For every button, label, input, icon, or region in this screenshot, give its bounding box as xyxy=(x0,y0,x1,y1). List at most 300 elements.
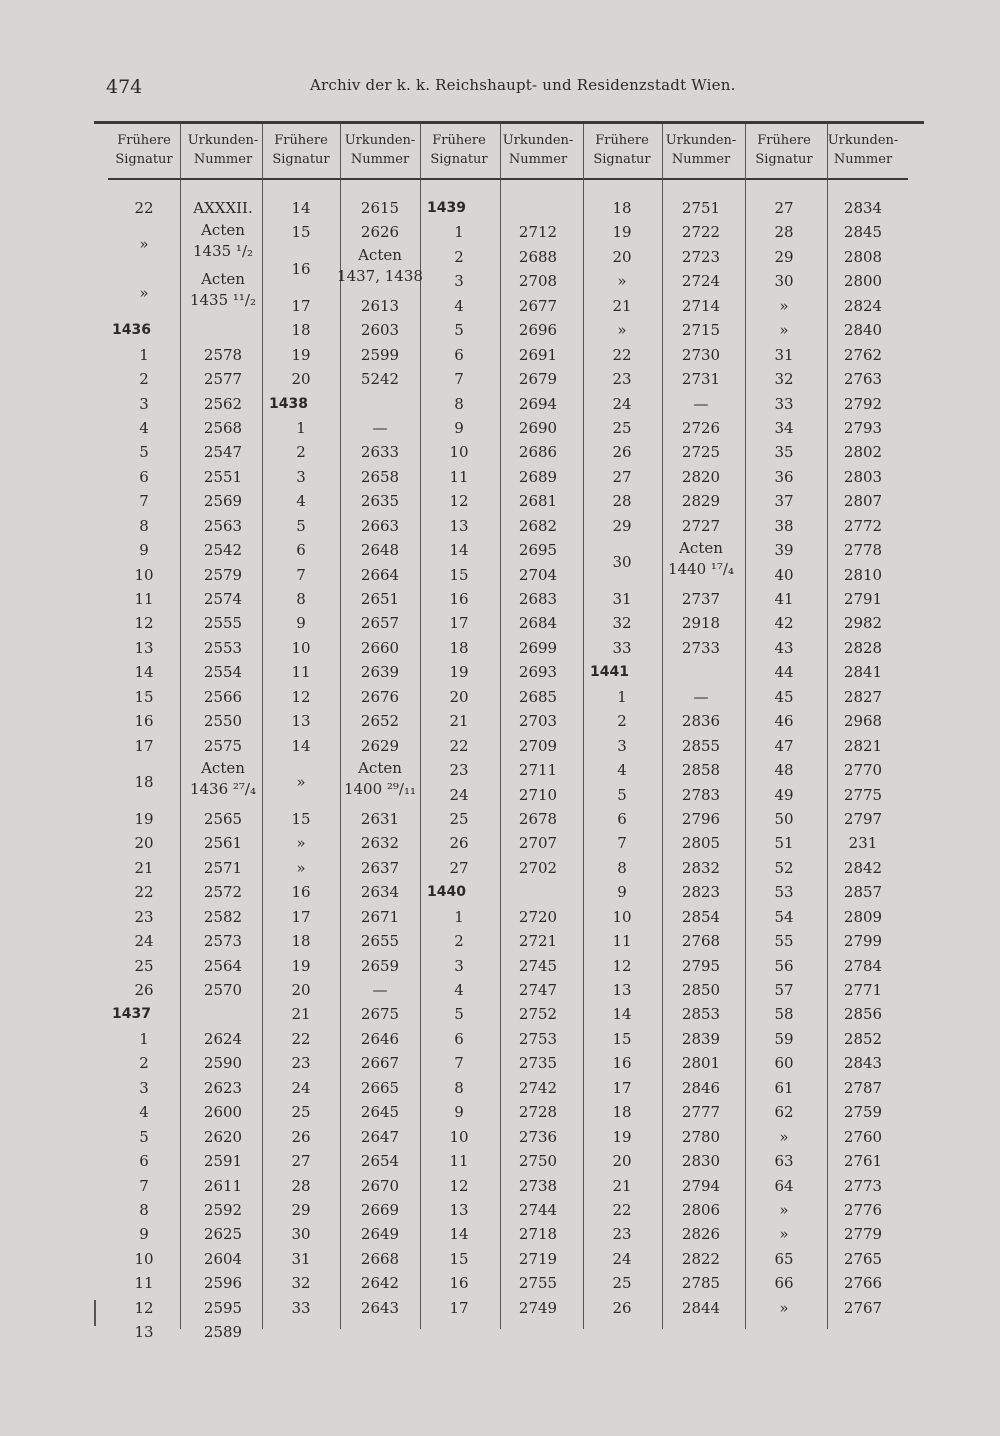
table-row xyxy=(108,1100,266,1124)
urkunden-nummer-cell: 2600 xyxy=(203,1103,243,1122)
urkunden-nummer-cell: 2846 xyxy=(681,1078,721,1097)
urkunden-nummer-cell: 2659 xyxy=(360,956,400,975)
table-row xyxy=(108,929,266,953)
signatur-cell: 16 xyxy=(449,590,469,608)
signatur-cell: 8 xyxy=(139,1200,149,1219)
urkunden-nummer-cell: 2731 xyxy=(681,370,721,389)
urkunden-nummer-cell: 2575 xyxy=(203,736,243,755)
urkunden-nummer-cell: 2821 xyxy=(843,736,883,755)
table-row xyxy=(586,807,744,831)
table-row xyxy=(423,929,581,953)
table-row xyxy=(423,685,581,709)
signatur-cell: » xyxy=(779,1200,789,1219)
signatur-cell: 23 xyxy=(612,370,632,389)
table-row xyxy=(265,343,423,367)
urkunden-nummer-cell: 2679 xyxy=(518,370,558,389)
urkunden-nummer-cell: 2693 xyxy=(518,663,558,682)
table-row xyxy=(265,978,423,1002)
table-row xyxy=(423,954,581,978)
table-row xyxy=(423,563,581,587)
table-row xyxy=(748,978,906,1002)
table-row xyxy=(586,660,744,684)
urkunden-nummer-cell: 2562 xyxy=(203,394,243,413)
table-row xyxy=(748,1174,906,1198)
urkunden-nummer-cell: 2604 xyxy=(203,1249,243,1268)
urkunden-nummer-cell: 2620 xyxy=(203,1127,243,1146)
signatur-cell: 27 xyxy=(449,858,469,877)
table-row xyxy=(265,905,423,929)
signatur-cell: 18 xyxy=(134,773,154,792)
table-row xyxy=(423,587,581,611)
table-row xyxy=(748,196,906,220)
signatur-cell: 5 xyxy=(139,1127,149,1146)
urkunden-nummer-cell: 2858 xyxy=(681,761,721,780)
urkunden-nummer-cell: AXXXII. xyxy=(193,199,253,217)
signatur-cell: » xyxy=(296,858,306,877)
table-row xyxy=(265,392,423,416)
signatur-cell: 54 xyxy=(774,907,794,926)
signatur-cell: 15 xyxy=(291,223,311,242)
signatur-cell: 21 xyxy=(291,1005,311,1024)
table-row xyxy=(423,220,581,244)
urkunden-nummer-cell: 2643 xyxy=(360,1298,400,1317)
signatur-cell: 33 xyxy=(774,394,794,413)
table-row xyxy=(423,660,581,684)
page-number: 474 xyxy=(106,76,143,98)
table-row xyxy=(586,269,744,293)
header-line: Urkunden- xyxy=(187,133,259,148)
table-row xyxy=(265,734,423,758)
table-row xyxy=(265,660,423,684)
table-row xyxy=(586,1198,744,1222)
urkunden-nummer-cell: 2852 xyxy=(843,1029,883,1048)
table-row xyxy=(586,758,744,782)
urkunden-nummer-cell: 2780 xyxy=(681,1127,721,1146)
urkunden-nummer-cell: 2767 xyxy=(843,1298,883,1317)
urkunden-nummer-cell: 2777 xyxy=(681,1103,721,1122)
table-row xyxy=(423,294,581,318)
table-row xyxy=(586,978,744,1002)
table-row xyxy=(586,636,744,660)
table-row xyxy=(423,1222,581,1246)
signatur-cell: 14 xyxy=(291,199,311,217)
urkunden-nummer-cell: 2853 xyxy=(681,1005,721,1024)
signatur-cell: 7 xyxy=(617,834,627,853)
urkunden-nummer-cell: 2660 xyxy=(360,638,400,657)
table-row xyxy=(586,929,744,953)
table-row xyxy=(265,1198,423,1222)
table-row xyxy=(748,636,906,660)
urkunden-nummer-cell: 2684 xyxy=(518,614,558,633)
urkunden-nummer-cell: 2667 xyxy=(360,1054,400,1073)
table-row xyxy=(265,587,423,611)
urkunden-nummer-cell: 2776 xyxy=(843,1200,883,1219)
table-row xyxy=(423,978,581,1002)
urkunden-nummer-cell: 2625 xyxy=(203,1225,243,1244)
urkunden-nummer-cell: 2749 xyxy=(518,1298,558,1317)
table-row xyxy=(586,587,744,611)
cell-line: 1435 ¹/₂ xyxy=(192,242,254,261)
table-row xyxy=(265,245,423,294)
table-row xyxy=(108,489,266,513)
table-row xyxy=(108,880,266,904)
signatur-cell: 10 xyxy=(134,1249,154,1268)
urkunden-nummer-cell: 2850 xyxy=(681,981,721,1000)
urkunden-nummer-cell: 2725 xyxy=(681,443,721,462)
signatur-cell: 1 xyxy=(617,687,627,706)
urkunden-nummer-cell: 2779 xyxy=(843,1225,883,1244)
table-row xyxy=(108,954,266,978)
table-row xyxy=(586,1247,744,1271)
signatur-cell: 3 xyxy=(454,956,464,975)
urkunden-nummer-cell: 2714 xyxy=(681,296,721,315)
signatur-cell: 16 xyxy=(449,1274,469,1293)
table-row xyxy=(748,563,906,587)
table-row xyxy=(586,709,744,733)
signatur-cell: 23 xyxy=(134,907,154,926)
urkunden-nummer-cell: 2796 xyxy=(681,809,721,828)
urkunden-nummer-cell: 2566 xyxy=(203,687,243,706)
urkunden-nummer-cell: 2800 xyxy=(843,272,883,291)
signatur-cell: 13 xyxy=(449,1200,469,1219)
table-column-group xyxy=(108,126,266,1342)
table-row xyxy=(265,880,423,904)
urkunden-nummer-cell: 2599 xyxy=(360,345,400,364)
table-row xyxy=(108,685,266,709)
table-row xyxy=(265,709,423,733)
urkunden-nummer-cell: 2709 xyxy=(518,736,558,755)
signatur-cell: 12 xyxy=(134,614,154,633)
table-row xyxy=(423,783,581,807)
signatur-cell: 55 xyxy=(774,932,794,951)
table-row xyxy=(748,1271,906,1295)
table-row xyxy=(423,880,581,904)
table-row xyxy=(586,1125,744,1149)
signatur-cell: 38 xyxy=(774,516,794,535)
table-row xyxy=(265,1002,423,1026)
table-row xyxy=(108,831,266,855)
urkunden-nummer-cell: 2550 xyxy=(203,712,243,731)
signatur-cell: 1 xyxy=(454,907,464,926)
urkunden-nummer-cell: 2611 xyxy=(203,1176,243,1195)
table-row xyxy=(748,538,906,562)
signatur-cell: 65 xyxy=(774,1249,794,1268)
signatur-cell: » xyxy=(139,235,149,254)
urkunden-nummer-cell: 2704 xyxy=(518,565,558,584)
signatur-cell: 14 xyxy=(612,1005,632,1024)
signatur-cell: 5 xyxy=(454,321,464,340)
urkunden-nummer-cell: 2683 xyxy=(518,590,558,608)
table-row xyxy=(108,709,266,733)
urkunden-nummer-cell: 2633 xyxy=(360,443,400,462)
table-row xyxy=(586,1076,744,1100)
signatur-cell: 9 xyxy=(454,1103,464,1122)
urkunden-nummer-cell: 2675 xyxy=(360,1005,400,1024)
table-row xyxy=(423,1149,581,1173)
urkunden-nummer-cell: 2738 xyxy=(518,1176,558,1195)
table-row xyxy=(108,1002,266,1026)
urkunden-nummer-cell: 2689 xyxy=(518,467,558,486)
table-row xyxy=(108,1125,266,1149)
table-row xyxy=(108,440,266,464)
table-row xyxy=(586,1222,744,1246)
table-row xyxy=(586,880,744,904)
urkunden-nummer-cell: 2843 xyxy=(843,1054,883,1073)
year-heading: 1440 xyxy=(427,884,466,901)
table-row xyxy=(586,514,744,538)
signatur-cell: 19 xyxy=(134,809,154,828)
signatur-cell: 4 xyxy=(454,296,464,315)
urkunden-nummer-cell: 2826 xyxy=(681,1225,721,1244)
urkunden-nummer-cell: 2855 xyxy=(681,736,721,755)
urkunden-nummer-cell: 2742 xyxy=(518,1078,558,1097)
signatur-cell: 43 xyxy=(774,638,794,657)
table-row xyxy=(423,416,581,440)
urkunden-nummer-cell: 2564 xyxy=(203,956,243,975)
urkunden-nummer-cell: 2664 xyxy=(360,565,400,584)
table-row xyxy=(108,269,266,318)
table-rows xyxy=(265,196,423,1320)
signatur-cell: 56 xyxy=(774,956,794,975)
urkunden-nummer-cell: 2646 xyxy=(360,1029,400,1048)
table-row xyxy=(108,1051,266,1075)
signatur-cell: 19 xyxy=(449,663,469,682)
urkunden-nummer-cell: 2639 xyxy=(360,663,400,682)
urkunden-nummer-cell: 2857 xyxy=(843,883,883,902)
table-column-group xyxy=(423,126,581,1331)
header-line: Frühere xyxy=(757,133,811,148)
table-row xyxy=(423,514,581,538)
signatur-cell: » xyxy=(779,1225,789,1244)
signatur-cell: 15 xyxy=(134,687,154,706)
signatur-cell: 18 xyxy=(612,1103,632,1122)
urkunden-nummer-cell: 5242 xyxy=(360,370,400,389)
cell-line: Acten xyxy=(358,759,402,778)
signatur-cell: 19 xyxy=(291,345,311,364)
table-row xyxy=(748,856,906,880)
signatur-cell: 8 xyxy=(454,1078,464,1097)
signatur-cell: 11 xyxy=(449,1152,469,1171)
signatur-cell: 60 xyxy=(774,1054,794,1073)
urkunden-nummer-cell: 2827 xyxy=(843,687,883,706)
table-row xyxy=(108,1320,266,1344)
urkunden-nummer-cell: 2807 xyxy=(843,492,883,511)
signatur-cell: 6 xyxy=(454,1029,464,1048)
table-row xyxy=(748,367,906,391)
table-row xyxy=(108,392,266,416)
signatur-cell: 26 xyxy=(612,1298,632,1317)
signatur-cell: 11 xyxy=(291,663,311,682)
signatur-cell: 19 xyxy=(291,956,311,975)
year-heading: 1436 xyxy=(112,322,151,339)
signatur-cell: 13 xyxy=(134,638,154,657)
signatur-cell: 1 xyxy=(139,1029,149,1048)
table-row xyxy=(108,1027,266,1051)
header-line: Nummer xyxy=(350,152,410,167)
signatur-cell: 9 xyxy=(454,418,464,437)
signatur-cell: 7 xyxy=(454,370,464,389)
table-row xyxy=(748,514,906,538)
cell-line: 1435 ¹¹/₂ xyxy=(189,291,257,310)
signatur-cell: 30 xyxy=(774,272,794,291)
table-row xyxy=(748,611,906,635)
signatur-cell: 20 xyxy=(612,247,632,266)
signatur-cell: » xyxy=(779,1127,789,1146)
urkunden-nummer-cell: 2624 xyxy=(203,1029,243,1048)
table-row xyxy=(423,1271,581,1295)
table-row xyxy=(108,660,266,684)
urkunden-nummer-cell: 2657 xyxy=(360,614,400,633)
table-row xyxy=(586,734,744,758)
table-row xyxy=(586,343,744,367)
table-row xyxy=(748,734,906,758)
table-row xyxy=(748,1222,906,1246)
signatur-cell: » xyxy=(617,272,627,291)
header-line: Urkunden- xyxy=(502,133,574,148)
table-row xyxy=(265,636,423,660)
signatur-cell: 42 xyxy=(774,614,794,633)
table-row xyxy=(586,294,744,318)
urkunden-nummer-cell: 2768 xyxy=(681,932,721,951)
signatur-cell: 14 xyxy=(449,541,469,560)
urkunden-nummer-cell: 2651 xyxy=(360,590,400,609)
urkunden-nummer-cell: 2568 xyxy=(203,418,243,437)
urkunden-nummer-cell: 2761 xyxy=(843,1152,883,1171)
urkunden-nummer-cell: 2582 xyxy=(203,907,243,926)
signatur-cell: 25 xyxy=(291,1103,311,1122)
urkunden-nummer-cell: 2723 xyxy=(681,247,721,266)
signatur-cell: 10 xyxy=(134,565,154,584)
table-row xyxy=(423,1027,581,1051)
signatur-cell: 11 xyxy=(449,467,469,486)
signatur-cell: 21 xyxy=(612,296,632,315)
signatur-cell: 18 xyxy=(449,638,469,657)
signatur-cell: 24 xyxy=(291,1078,311,1097)
header-line: Nummer xyxy=(508,152,568,167)
urkunden-nummer-cell: 2677 xyxy=(518,296,558,315)
signatur-cell: 31 xyxy=(774,345,794,364)
urkunden-nummer-cell: 2784 xyxy=(843,956,883,975)
table-row xyxy=(748,807,906,831)
table-row xyxy=(108,538,266,562)
signatur-cell: 17 xyxy=(449,614,469,633)
urkunden-nummer-cell: 2715 xyxy=(681,321,721,340)
urkunden-nummer-cell: 2649 xyxy=(360,1225,400,1244)
signatur-cell: 31 xyxy=(291,1249,311,1268)
urkunden-nummer-cell: 2760 xyxy=(843,1127,883,1146)
table-row xyxy=(108,514,266,538)
table-row xyxy=(265,1247,423,1271)
urkunden-nummer-cell: 2726 xyxy=(681,418,721,437)
header-line: Signatur xyxy=(272,152,330,167)
table-row xyxy=(108,734,266,758)
table-row xyxy=(423,538,581,562)
signatur-cell: 21 xyxy=(449,712,469,731)
header-line: Signatur xyxy=(593,152,651,167)
signatur-cell: 10 xyxy=(291,638,311,657)
table-row xyxy=(265,196,423,220)
signatur-cell: 5 xyxy=(139,443,149,462)
table-row xyxy=(265,1271,423,1295)
urkunden-nummer-cell: 2785 xyxy=(681,1274,721,1293)
table-row xyxy=(108,978,266,1002)
table-row xyxy=(748,1296,906,1320)
urkunden-nummer-cell: 2655 xyxy=(360,932,400,951)
urkunden-nummer-cell: 2654 xyxy=(360,1152,400,1171)
cell-line: Acten xyxy=(201,221,245,240)
urkunden-nummer-cell: 2574 xyxy=(203,590,243,609)
urkunden-nummer-cell: 2637 xyxy=(360,858,400,877)
urkunden-nummer-cell: 2577 xyxy=(203,370,243,389)
urkunden-nummer-cell: 2592 xyxy=(203,1200,243,1219)
urkunden-nummer-cell: 2775 xyxy=(843,785,883,804)
urkunden-nummer-cell: 2712 xyxy=(518,223,558,242)
table-row xyxy=(586,611,744,635)
urkunden-nummer-cell: 2561 xyxy=(203,834,243,853)
signatur-cell: 20 xyxy=(291,981,311,1000)
table-row xyxy=(108,1296,266,1320)
urkunden-nummer-cell: 2676 xyxy=(360,687,400,706)
table-row xyxy=(586,905,744,929)
signatur-cell: 6 xyxy=(617,809,627,828)
signatur-cell: 1 xyxy=(296,418,306,437)
urkunden-nummer-cell: 2670 xyxy=(360,1176,400,1195)
urkunden-nummer-cell: 2968 xyxy=(843,712,883,731)
header-signatur xyxy=(265,126,337,178)
signatur-cell: » xyxy=(139,284,149,303)
left-margin-line xyxy=(94,1300,96,1326)
year-heading: 1437 xyxy=(112,1006,151,1023)
table-row xyxy=(423,269,581,293)
urkunden-nummer-cell: 2751 xyxy=(681,199,721,217)
urkunden-nummer-cell: 2765 xyxy=(843,1249,883,1268)
signatur-cell: 52 xyxy=(774,858,794,877)
table-row xyxy=(108,1174,266,1198)
signatur-cell: 12 xyxy=(449,1176,469,1195)
signatur-cell: 17 xyxy=(612,1078,632,1097)
signatur-cell: 15 xyxy=(291,809,311,828)
signatur-cell: 23 xyxy=(291,1054,311,1073)
urkunden-nummer-cell: 2728 xyxy=(518,1103,558,1122)
urkunden-nummer-cell: 2791 xyxy=(843,590,883,608)
signatur-cell: 27 xyxy=(291,1152,311,1171)
urkunden-nummer-cell xyxy=(180,220,266,262)
table-rows xyxy=(586,196,744,1320)
urkunden-nummer-cell: 2744 xyxy=(518,1200,558,1219)
table-row xyxy=(748,954,906,978)
signatur-cell: 29 xyxy=(612,516,632,535)
table-row xyxy=(265,416,423,440)
signatur-cell: 2 xyxy=(296,443,306,462)
header-line: Signatur xyxy=(430,152,488,167)
table-row xyxy=(423,807,581,831)
signatur-cell: » xyxy=(779,321,789,340)
signatur-cell: 15 xyxy=(612,1029,632,1048)
table-row xyxy=(586,416,744,440)
header-line: Frühere xyxy=(274,133,328,148)
signatur-cell: » xyxy=(296,834,306,853)
table-row xyxy=(265,1076,423,1100)
urkunden-nummer-cell: 2918 xyxy=(681,614,721,633)
urkunden-nummer-cell: 2555 xyxy=(203,614,243,633)
signatur-cell: 7 xyxy=(139,492,149,511)
header-line: Urkunden- xyxy=(344,133,416,148)
urkunden-nummer-cell: 2808 xyxy=(843,247,883,266)
urkunden-nummer-cell: 2565 xyxy=(203,809,243,828)
table-row xyxy=(108,611,266,635)
urkunden-nummer-cell: 231 xyxy=(848,834,878,853)
table-row xyxy=(748,880,906,904)
